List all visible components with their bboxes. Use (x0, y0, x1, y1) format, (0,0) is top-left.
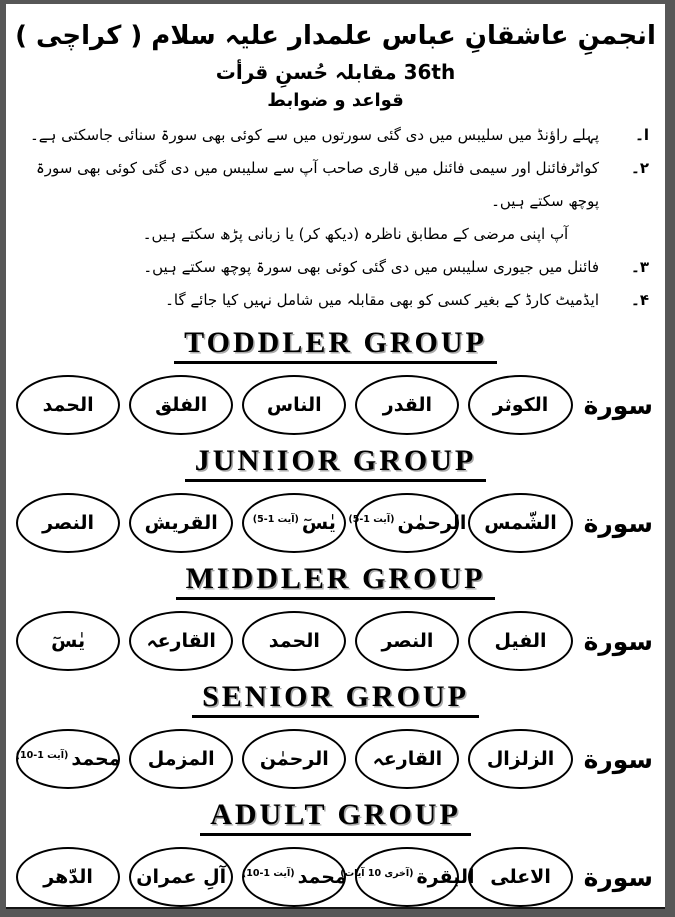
organization-title: انجمنِ عاشقانِ عباس علمدار علیہ سلام ( کراچی ) (15, 21, 656, 51)
surah-oval (468, 375, 572, 435)
surah-name: القارعہ (372, 748, 443, 771)
surah-name: محمد (297, 866, 347, 889)
surah-name: یٰسٓ (51, 630, 86, 653)
surah-oval (129, 729, 233, 789)
rule-2-number: ۲۔ (631, 159, 649, 178)
surah-verse-note: (آیت 1-5) (252, 513, 299, 525)
surah-oval (355, 611, 459, 671)
surah-row-label: سورة (583, 862, 653, 892)
surah-name: البقرة (416, 866, 475, 889)
surah-name: الفلق (155, 394, 208, 417)
surah-verse-note: (آیت 1-10) (15, 749, 69, 761)
rule-1-text: پہلے راؤنڈ میں سلیبس میں دی گئی سورتوں میں سے کوئی بھی سورۃ سنائی جاسکتی ہے۔ (30, 126, 599, 145)
surah-oval (340, 847, 475, 907)
surah-oval (16, 847, 120, 907)
rule-3-number: ۳۔ (631, 258, 649, 277)
surah-verse-note: (آیت 1-5) (348, 513, 395, 525)
surah-name: الرحمٰن (397, 512, 467, 535)
surah-oval (129, 847, 233, 907)
surah-oval (129, 493, 233, 553)
surah-name: القریش (144, 512, 218, 535)
surah-oval (242, 729, 346, 789)
group-section-junior (6, 444, 665, 553)
surah-row-adult (6, 847, 665, 907)
surah-name: القدر (382, 394, 433, 417)
rule-3-text: فائنل میں جیوری سلیبس میں دی گئی کوئی بھی سورۃ پوچھ سکتے ہیں۔ (143, 258, 599, 277)
surah-name: المزمل (147, 748, 215, 771)
surah-row-label: سورة (583, 744, 653, 774)
group-heading-wrap (6, 680, 665, 718)
group-heading-wrap (6, 326, 665, 364)
surah-row-label: سورة (583, 626, 653, 656)
surah-verse-note: (آخری 10 آیات) (340, 867, 414, 879)
surah-oval (16, 611, 120, 671)
surah-oval (355, 729, 459, 789)
surah-oval (468, 493, 572, 553)
surah-oval (129, 375, 233, 435)
surah-oval (129, 611, 233, 671)
surah-oval (242, 375, 346, 435)
surah-oval (242, 611, 346, 671)
surah-name: الشّمس (484, 512, 557, 535)
group-section-senior (6, 680, 665, 789)
group-heading-junior: JUNIIOR GROUP (185, 444, 487, 482)
group-section-toddler (6, 326, 665, 435)
group-section-middler (6, 562, 665, 671)
surah-name: الحمد (268, 630, 320, 653)
surah-oval (355, 375, 459, 435)
surah-name: النصر (42, 512, 95, 535)
surah-oval (468, 611, 572, 671)
surah-name: النصر (381, 630, 434, 653)
rule-1-number: ا۔ (635, 126, 649, 145)
surah-oval (16, 375, 120, 435)
surah-name: الفیل (494, 630, 547, 653)
surah-name: الدّھر (43, 866, 93, 889)
document-page (6, 4, 665, 909)
surah-row-toddler (6, 375, 665, 435)
surah-oval (242, 493, 346, 553)
surah-name: الاعلی (490, 866, 551, 889)
surah-oval (242, 847, 346, 907)
surah-name: الکوثر (492, 394, 549, 417)
surah-oval (348, 493, 467, 553)
surah-verse-note: (آیت 1-10) (241, 867, 295, 879)
surah-row-junior (6, 493, 665, 553)
rule-4-number: ۴۔ (631, 291, 649, 310)
group-heading-adult: ADULT GROUP (200, 798, 471, 836)
rules-heading: قواعد و ضوابط (267, 90, 404, 112)
rule-4 (22, 284, 649, 317)
group-heading-wrap (6, 562, 665, 600)
surah-name: الرحمٰن (259, 748, 329, 771)
surah-row-label: سورة (583, 508, 653, 538)
group-heading-wrap (6, 444, 665, 482)
surah-row-label: سورة (583, 390, 653, 420)
surah-oval (16, 729, 120, 789)
surah-row-senior (6, 729, 665, 789)
group-heading-wrap (6, 798, 665, 836)
surah-row-middler (6, 611, 665, 671)
rule-2-text: کواٹرفائنل اور سیمی فائنل میں قاری صاحب آپ سے سلیبس میں دی گئی کوئی بھی سورۃ پوچھ سکتے ہیں۔ (35, 159, 599, 211)
rules-list (6, 111, 665, 317)
group-heading-senior: SENIOR GROUP (192, 680, 479, 718)
surah-name: محمد (71, 748, 121, 771)
surah-name: یٰسٓ (301, 512, 336, 535)
rule-3 (22, 251, 649, 284)
group-heading-toddler: TODDLER GROUP (174, 326, 497, 364)
rule-1 (22, 119, 649, 152)
group-heading-middler: MIDDLER GROUP (176, 562, 496, 600)
surah-name: الزلزال (486, 748, 555, 771)
rule-4-text: ایڈمیٹ کارڈ کے بغیر کسی کو بھی مقابلہ میں شامل نہیں کیا جائے گا۔ (165, 291, 599, 310)
surah-name: آلِ عمران (136, 866, 227, 889)
surah-oval (16, 493, 120, 553)
surah-name: الحمد (42, 394, 94, 417)
competition-title: 36th مقابلہ حُسنِ قرأت (215, 60, 456, 85)
surah-name: الناس (266, 394, 322, 417)
document-header (6, 4, 665, 111)
group-section-adult (6, 798, 665, 907)
rule-2 (22, 152, 649, 218)
surah-oval (468, 729, 572, 789)
rule-2-continuation: آپ اپنی مرضی کے مطابق ناظرہ (دیکھ کر) یا زبانی پڑھ سکتے ہیں۔ (142, 225, 569, 244)
surah-name: القارعہ (146, 630, 216, 653)
surah-oval (468, 847, 572, 907)
